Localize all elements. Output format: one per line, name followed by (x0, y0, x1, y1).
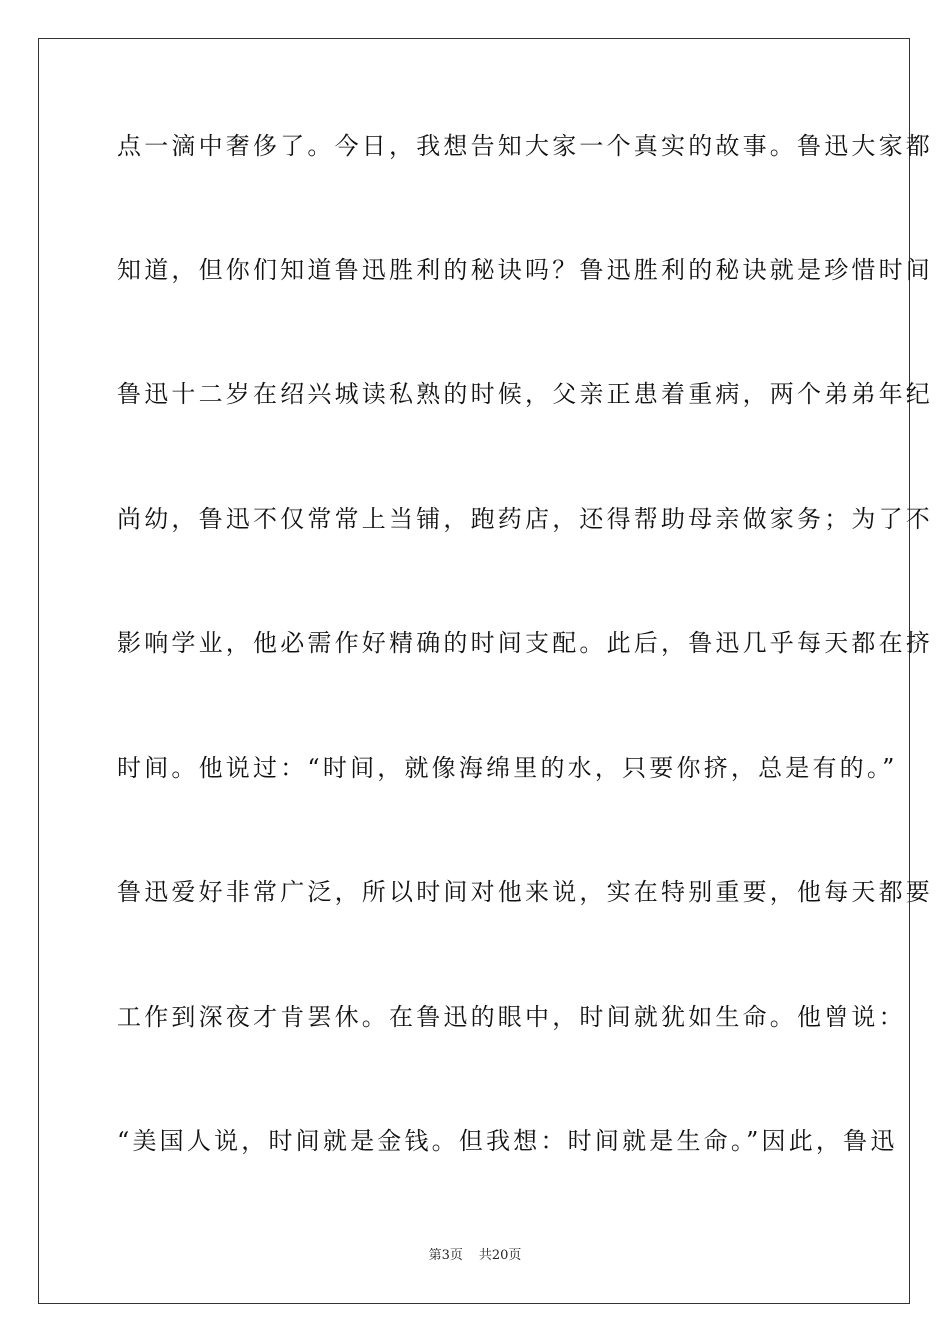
text-line: 知道，但你们知道鲁迅胜利的秘诀吗？鲁迅胜利的秘诀就是珍惜时间 (117, 256, 933, 284)
text-line: 尚幼，鲁迅不仅常常上当铺，跑药店，还得帮助母亲做家务；为了不 (117, 505, 933, 533)
page-border (38, 38, 933, 1304)
text-line: 鲁迅十二岁在绍兴城读私熟的时候，父亲正患着重病，两个弟弟年纪 (117, 380, 933, 408)
text-line: 鲁迅爱好非常广泛，所以时间对他来说，实在特别重要，他每天都要 (117, 878, 933, 906)
text-line: 点一滴中奢侈了。今日，我想告知大家一个真实的故事。鲁迅大家都 (117, 132, 933, 160)
text-line: 工作到深夜才肯罢休。在鲁迅的眼中，时间就犹如生命。他曾说： (117, 1003, 906, 1031)
page-footer (0, 1246, 950, 1266)
text-line: “美国人说，时间就是金钱。但我想：时间就是生命。”因此，鲁迅 (117, 1127, 898, 1155)
text-line: 影响学业，他必需作好精确的时间支配。此后，鲁迅几乎每天都在挤 (117, 629, 933, 657)
page-number: 第3页 (428, 1248, 463, 1263)
text-line: 时间。他说过：“时间，就像海绵里的水，只要你挤，总是有的。” (117, 754, 898, 782)
page-total: 共20页 (478, 1248, 522, 1263)
